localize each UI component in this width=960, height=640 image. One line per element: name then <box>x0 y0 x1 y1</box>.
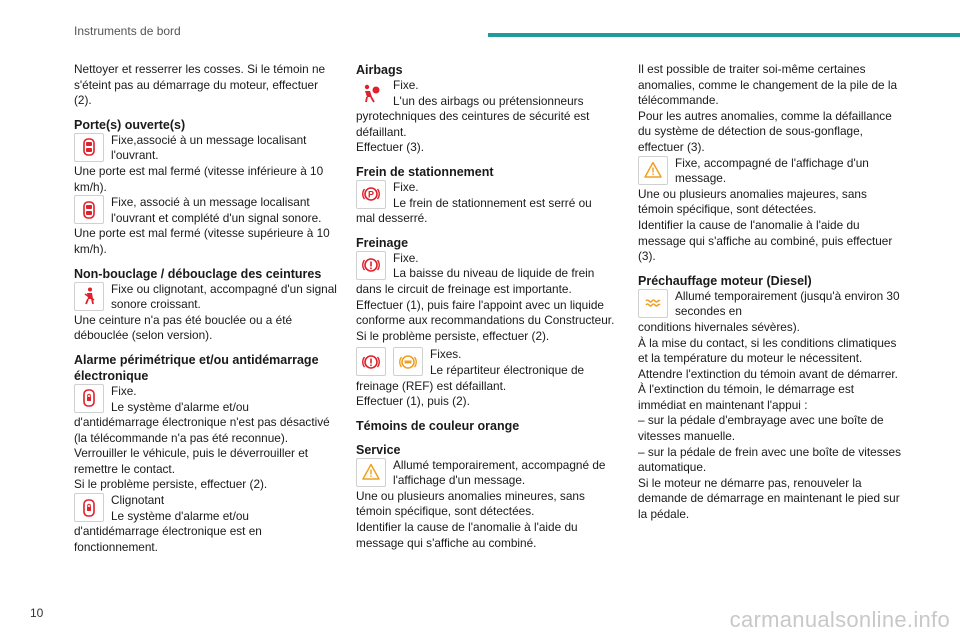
preheat-after-5: – sur la pédale de frein avec une boîte de vitesses automatique. <box>638 444 901 475</box>
brakes-after1: dans le circuit de freinage est importante. <box>356 281 572 296</box>
preheat-item <box>638 289 902 320</box>
alarm-b-line2: Le système d'alarme et/ou <box>111 508 249 523</box>
alarm-b-after: d'antidémarrage électronique est en fonctionnement. <box>74 524 262 554</box>
column-1 <box>74 62 338 555</box>
doors-heading: Porte(s) ouverte(s) <box>74 117 186 132</box>
preheat-after-3: À l'extinction du témoin, le démarrage est immédiat en maintenant l'appui : <box>638 382 855 412</box>
brakes-line1: Fixe. <box>393 250 419 265</box>
alarm-a-after3: Si le problème persiste, effectuer (2). <box>74 477 268 492</box>
preheat-heading: Préchauffage moteur (Diesel) <box>638 273 812 288</box>
ebd-line1: Fixes. <box>430 347 462 362</box>
header-accent-bar <box>488 33 960 37</box>
battery-continuation: Nettoyer et resserrer les cosses. Si le témoin ne s'éteint pas au démarrage du moteur, effectuer (2). <box>74 62 326 108</box>
belts-item <box>74 282 338 313</box>
brake-warning-icon <box>356 251 386 280</box>
service-text: Allumé temporairement, accompagné de l'affichage d'un message. <box>393 457 606 488</box>
major-warning-after2: Identifier la cause de l'anomalie à l'aide du message qui s'affiche au combiné, puis effectuer (3). <box>638 217 893 264</box>
belts-text: Fixe ou clignotant, accompagné d'un signal sonore croissant. <box>111 281 337 312</box>
doors-item-a <box>74 133 338 164</box>
ebd-after2: Effectuer (1), puis (2). <box>356 394 470 409</box>
header-title: Instruments de bord <box>74 24 181 38</box>
service-item <box>356 458 616 489</box>
parking-item <box>356 180 616 211</box>
doors-a-text: Fixe,associé à un message localisant l'ouvrant. <box>111 132 307 163</box>
door-open-icon <box>74 195 104 224</box>
seatbelt-icon <box>74 282 104 311</box>
parking-heading: Frein de stationnement <box>356 164 494 179</box>
watermark: carmanualsonline.info <box>729 607 950 632</box>
ebd-line2: Le répartiteur électronique de <box>430 362 585 377</box>
alarm-item-b <box>74 493 338 524</box>
service-after2: Identifier la cause de l'anomalie à l'aide du message qui s'affiche au combiné. <box>356 520 578 550</box>
doors-a-after: Une porte est mal fermé (vitesse inférieure à 10 km/h). <box>74 163 324 194</box>
abs-icon <box>393 347 423 376</box>
parking-after: mal desserré. <box>356 211 428 226</box>
alarm-heading: Alarme périmétrique et/ou antidémarrage électronique <box>74 352 319 383</box>
airbag-icon <box>356 78 386 107</box>
column-2 <box>356 62 616 551</box>
car-lock-icon <box>74 493 104 522</box>
airbags-after2: Effectuer (3). <box>356 140 424 155</box>
doors-item-b <box>74 195 338 226</box>
glow-plug-icon <box>638 289 668 318</box>
ebd-item <box>356 347 616 378</box>
preheat-after-2: Attendre l'extinction du témoin avant de démarrer. <box>638 366 898 381</box>
airbags-heading: Airbags <box>356 63 403 77</box>
doors-b-after: Une porte est mal fermé (vitesse supérieure à 10 km/h). <box>74 226 330 256</box>
preheat-after-0: conditions hivernales sévères). <box>638 319 800 334</box>
column-3 <box>638 62 902 523</box>
warning-triangle-icon <box>638 156 668 185</box>
belts-heading: Non-bouclage / débouclage des ceintures <box>74 266 322 281</box>
preheat-after-1: À la mise du contact, si les conditions climatiques et la température du moteur le nécessitent. <box>638 335 897 366</box>
col3-p1: Il est possible de traiter soi-même certaines anomalies, comme le changement de la pile de la télécommande. <box>638 62 898 108</box>
brake-warning-icon <box>356 347 386 376</box>
svg-text:P: P <box>367 189 375 200</box>
parking-brake-icon <box>356 180 386 209</box>
door-open-icon <box>74 133 104 162</box>
alarm-a-after1: d'antidémarrage électronique n'est pas désactivé (la télécommande n'a pas été reconnue). <box>74 415 330 445</box>
airbags-after: pyrotechniques des ceintures de sécurité est défaillant. <box>356 109 590 139</box>
orange-section-heading: Témoins de couleur orange <box>356 418 520 433</box>
brakes-item <box>356 251 616 282</box>
belts-after: Une ceinture n'a pas été bouclée ou a été débouclée (selon version). <box>74 312 293 343</box>
warning-triangle-icon <box>356 458 386 487</box>
alarm-item-a <box>74 384 338 415</box>
brakes-heading: Freinage <box>356 235 409 250</box>
alarm-a-line1: Fixe. <box>111 383 137 398</box>
col3-p2: Pour les autres anomalies, comme la défaillance du système de détection de sous-gonflage, effectuer (3). <box>638 108 892 154</box>
ebd-after1: freinage (REF) est défaillant. <box>356 378 507 393</box>
brakes-line2: La baisse du niveau de liquide de frein <box>393 266 595 281</box>
preheat-after-6: Si le moteur ne démarre pas, renouveler la demande de démarrage en maintenant le pied sur la pédale. <box>638 475 900 522</box>
parking-line2: Le frein de stationnement est serré ou <box>393 195 592 210</box>
preheat-after-4: – sur la pédale d'embrayage avec une boîte de vitesses manuelle. <box>638 413 884 444</box>
airbags-line2: L'un des airbags ou prétensionneurs <box>393 93 584 108</box>
service-after1: Une ou plusieurs anomalies mineures, sans témoin spécifique, sont détectées. <box>356 488 585 519</box>
car-lock-icon <box>74 384 104 413</box>
page-number: 10 <box>30 606 44 620</box>
alarm-a-line2: Le système d'alarme et/ou <box>111 399 249 414</box>
alarm-a-after2: Verrouiller le véhicule, puis le déverrouiller et remettre le contact. <box>74 446 309 476</box>
airbags-line1: Fixe. <box>393 78 419 92</box>
major-warning-item <box>638 156 902 187</box>
parking-line1: Fixe. <box>393 179 419 194</box>
alarm-b-line1: Clignotant <box>111 493 165 508</box>
major-warning-after1: Une ou plusieurs anomalies majeures, sans témoin spécifique, sont détectées. <box>638 186 867 217</box>
preheat-text: Allumé temporairement (jusqu'à environ 30 secondes en <box>675 288 900 319</box>
doors-b-text: Fixe, associé à un message localisant l'ouvrant et complété d'un signal sonore. <box>111 195 322 225</box>
major-warning-text: Fixe, accompagné de l'affichage d'un message. <box>675 155 869 186</box>
airbags-item <box>356 78 616 109</box>
service-heading: Service <box>356 442 401 457</box>
brakes-after2: Effectuer (1), puis faire l'appoint avec un liquide conforme aux recommandations du Constructeur. Si le problème persiste, effectuer (2). <box>356 297 615 343</box>
